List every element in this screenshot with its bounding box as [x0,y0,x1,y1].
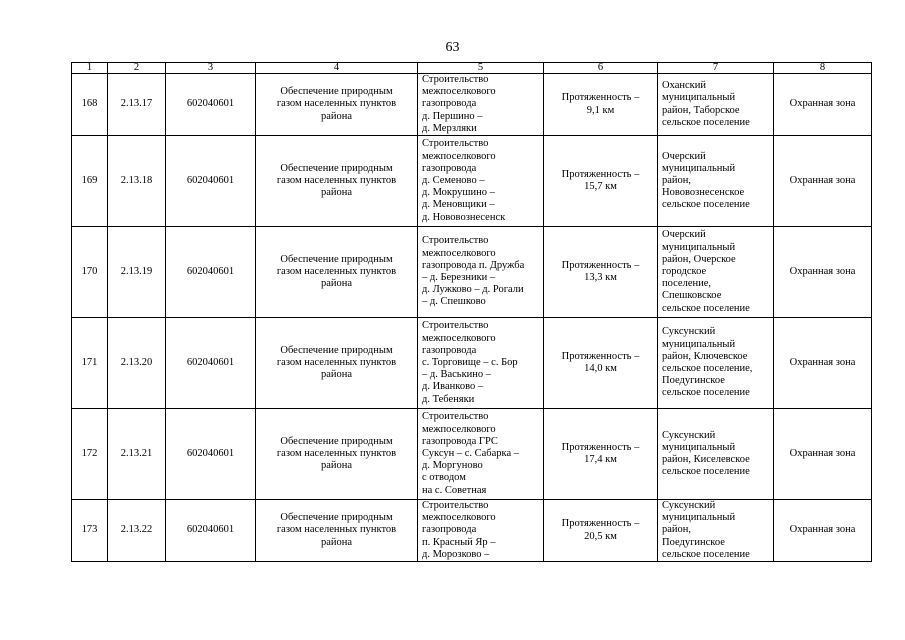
location-cell-line: район, [662,524,692,536]
column-header: 1 [72,63,108,74]
table-row [72,318,872,409]
location-cell-line: сельское поселение [662,116,750,128]
object-name-cell-line: газопровода [422,524,477,536]
location-cell-line: муниципальный [662,441,736,453]
zone-cell: Охранная зона [774,409,872,500]
object-name-cell-line: Строительство [422,74,489,85]
object-name-cell-line: – д. Березники – [422,272,496,284]
location-cell-line: сельское поселение [662,548,750,560]
location-cell-line: муниципальный [662,512,736,524]
purpose-cell-line: района [320,278,353,290]
purpose-cell-line: района [320,536,353,548]
object-name-cell-line: д. Тебеняки [422,393,475,405]
object-name-cell-line: с. Торговище – с. Бор [422,356,518,368]
column-header: 8 [774,63,872,74]
object-name-cell-line: газопровода п. Дружба [422,259,525,271]
length-cell [544,318,658,409]
table-row [72,409,872,500]
length-cell-line: Протяженность – [561,350,640,362]
object-name-cell-line: межпоселкового [422,332,496,344]
object-name-cell-line: Строительство [422,138,489,150]
code-cell: 2.13.17 [108,74,166,136]
location-cell-line: Поедугинское [662,536,725,548]
purpose-cell-line: Обеспечение природным [280,512,393,524]
purpose-cell-line: Обеспечение природным [280,344,393,356]
length-cell-line: Протяженность – [561,92,640,104]
object-name-cell [418,227,544,318]
purpose-cell-line: газом населенных пунктов [276,524,397,536]
length-cell [544,74,658,136]
location-cell-line: сельское поселение [662,302,750,314]
purpose-cell-line: газом населенных пунктов [276,356,397,368]
location-cell-line: поселение, [662,278,712,290]
page-number: 63 [445,40,460,55]
purpose-cell [256,136,418,227]
location-cell [658,318,774,409]
object-name-cell-line: д. Моргуново [422,460,483,472]
location-cell [658,500,774,562]
object-name-cell-line: межпоселкового [422,512,496,524]
object-name-cell-line: Строительство [422,500,489,512]
object-name-cell-line: газопровода [422,344,477,356]
location-cell-line: муниципальный [662,241,736,253]
object-name-cell-line: межпоселкового [422,423,496,435]
length-cell [544,227,658,318]
purpose-cell [256,500,418,562]
object-name-cell-line: д. Мерзляки [422,122,477,134]
location-cell-line: район, Таборское [662,104,740,116]
location-cell-line: Очерский [662,229,706,241]
purpose-cell-line: района [320,460,353,472]
object-name-cell-line: межпоселкового [422,247,496,259]
row-number-cell: 173 [72,500,108,562]
location-cell [658,227,774,318]
object-name-cell-line: межпоселкового [422,150,496,162]
object-name-cell-line: Суксун – с. Сабарка – [422,447,520,459]
object-name-cell [418,318,544,409]
length-cell-line: 14,0 км [584,363,617,375]
code-cell: 2.13.18 [108,136,166,227]
object-name-cell-line: д. Першино – [422,110,483,122]
location-cell-line: сельское поселение [662,387,750,399]
column-header: 4 [256,63,418,74]
length-cell-line: Протяженность – [561,518,640,530]
location-cell-line: Оханский [662,80,706,92]
row-number-cell: 171 [72,318,108,409]
location-cell-line: муниципальный [662,338,736,350]
location-cell-line: Суксунский [662,326,716,338]
column-header: 3 [166,63,256,74]
location-cell-line: Суксунский [662,500,716,512]
purpose-cell [256,318,418,409]
object-name-cell-line: Строительство [422,320,489,332]
object-name-cell-line: на с. Советная [422,484,487,496]
length-cell-line: 9,1 км [586,104,615,116]
object-name-cell-line: газопровода ГРС [422,435,498,447]
purpose-cell-line: Обеспечение природным [280,435,393,447]
length-cell [544,500,658,562]
code-cell: 2.13.22 [108,500,166,562]
table-row [72,227,872,318]
row-number-cell: 172 [72,409,108,500]
column-header: 5 [418,63,544,74]
purpose-cell [256,409,418,500]
row-number-cell: 169 [72,136,108,227]
object-name-cell-line: газопровода [422,98,477,110]
object-name-cell-line: межпоселкового [422,86,496,98]
oktmo-cell: 602040601 [166,227,256,318]
object-name-cell-line: д. Иванково – [422,381,484,393]
length-cell-line: 17,4 км [584,454,617,466]
location-cell [658,409,774,500]
zone-cell: Охранная зона [774,227,872,318]
location-cell-line: район, Очерское [662,253,736,265]
purpose-cell-line: газом населенных пунктов [276,265,397,277]
location-cell-line: Суксунский [662,429,716,441]
table-row [72,74,872,136]
location-cell-line: сельское поселение [662,199,750,211]
length-cell-line: Протяженность – [561,259,640,271]
zone-cell: Охранная зона [774,136,872,227]
location-cell-line: Нововознесенское [662,187,745,199]
length-cell-line: Протяженность – [561,168,640,180]
object-name-cell [418,74,544,136]
code-cell: 2.13.20 [108,318,166,409]
object-name-cell-line: д. Семеново – [422,174,485,186]
location-cell-line: Поедугинское [662,375,725,387]
object-name-cell [418,409,544,500]
location-cell-line: сельское поселение, [662,363,753,375]
length-cell-line: Протяженность – [561,441,640,453]
object-name-cell-line: с отводом [422,472,466,484]
location-cell-line: Очерский [662,150,706,162]
purpose-cell-line: Обеспечение природным [280,162,393,174]
object-name-cell-line: д. Нововознесенск [422,211,506,223]
length-cell [544,409,658,500]
code-cell: 2.13.19 [108,227,166,318]
zone-cell: Охранная зона [774,318,872,409]
object-name-cell-line: – д. Спешково [422,296,486,308]
table-row [72,500,872,562]
length-cell [544,136,658,227]
length-cell-line: 20,5 км [584,530,617,542]
location-cell-line: городское [662,265,707,277]
object-name-cell [418,136,544,227]
purpose-cell [256,227,418,318]
object-name-cell-line: Строительство [422,235,489,247]
registry-table [71,62,872,562]
object-name-cell [418,500,544,562]
location-cell-line: район, [662,174,692,186]
location-cell-line: Спешковское [662,290,722,302]
object-name-cell-line: д. Морозково – [422,548,490,560]
purpose-cell-line: газом населенных пунктов [276,98,397,110]
oktmo-cell: 602040601 [166,136,256,227]
column-header: 7 [658,63,774,74]
table-row [72,136,872,227]
object-name-cell-line: Строительство [422,411,489,423]
purpose-cell-line: района [320,110,353,122]
oktmo-cell: 602040601 [166,318,256,409]
oktmo-cell: 602040601 [166,500,256,562]
length-cell-line: 13,3 км [584,272,617,284]
oktmo-cell: 602040601 [166,74,256,136]
location-cell [658,136,774,227]
location-cell-line: район, Киселевское [662,454,750,466]
column-header: 6 [544,63,658,74]
object-name-cell-line: д. Мокрушино – [422,187,495,199]
location-cell-line: район, Ключевское [662,350,748,362]
object-name-cell-line: п. Красный Яр – [422,536,496,548]
row-number-cell: 170 [72,227,108,318]
location-cell-line: муниципальный [662,92,736,104]
location-cell-line: сельское поселение [662,466,750,478]
zone-cell: Охранная зона [774,74,872,136]
purpose-cell-line: района [320,369,353,381]
purpose-cell-line: газом населенных пунктов [276,174,397,186]
object-name-cell-line: – д. Васькино – [422,369,492,381]
location-cell [658,74,774,136]
purpose-cell-line: Обеспечение природным [280,253,393,265]
object-name-cell-line: д. Лужково – д. Рогали [422,284,524,296]
object-name-cell-line: газопровода [422,162,477,174]
row-number-cell: 168 [72,74,108,136]
oktmo-cell: 602040601 [166,409,256,500]
purpose-cell-line: газом населенных пунктов [276,447,397,459]
object-name-cell-line: д. Меновщики – [422,199,495,211]
zone-cell: Охранная зона [774,500,872,562]
purpose-cell-line: Обеспечение природным [280,86,393,98]
column-header: 2 [108,63,166,74]
code-cell: 2.13.21 [108,409,166,500]
header-row [72,63,872,74]
purpose-cell-line: района [320,187,353,199]
purpose-cell [256,74,418,136]
location-cell-line: муниципальный [662,162,736,174]
length-cell-line: 15,7 км [584,181,617,193]
